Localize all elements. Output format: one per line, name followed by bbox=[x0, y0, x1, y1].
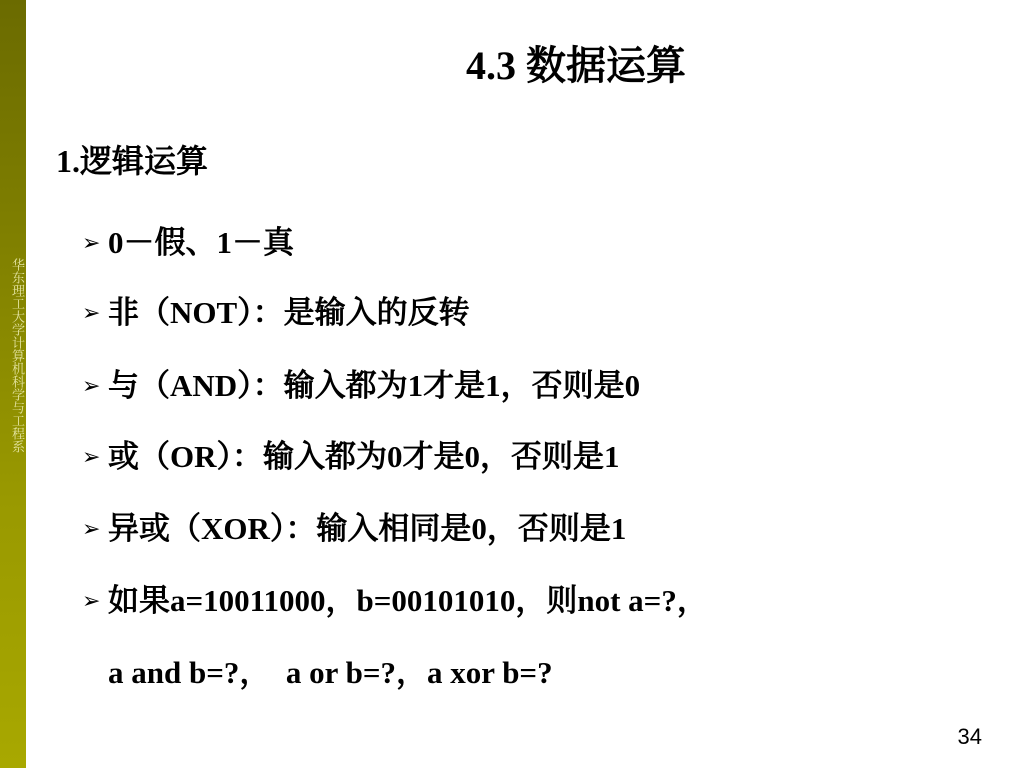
bullet-text: 0－假、1－真 bbox=[108, 225, 294, 260]
sidebar-department-label: 华东理工大学计算机科学与工程系 bbox=[9, 258, 24, 453]
bullet-arrow-icon: ➢ bbox=[82, 374, 101, 399]
section-heading: 1.逻辑运算 bbox=[56, 143, 209, 179]
bullet-text: 如果a=10011000，b=00101010，则not a=?， bbox=[108, 583, 708, 618]
bullet-item bbox=[82, 287, 470, 332]
bullet-text: 异或（XOR）：输入相同是0，否则是1 bbox=[108, 511, 627, 546]
bullet-item bbox=[82, 360, 640, 405]
bullet-item bbox=[82, 217, 294, 262]
bullet-arrow-icon: ➢ bbox=[82, 301, 101, 326]
bullet-item bbox=[82, 431, 620, 476]
bullet-arrow-icon: ➢ bbox=[82, 445, 101, 470]
bullet-text: 与（AND）：输入都为1才是1，否则是0 bbox=[108, 368, 641, 403]
bullet-text: 或（OR）：输入都为0才是0，否则是1 bbox=[108, 439, 620, 474]
bullet-text: 非（NOT）：是输入的反转 bbox=[108, 295, 470, 330]
bullet-arrow-icon: ➢ bbox=[82, 231, 101, 256]
page-number: 34 bbox=[957, 724, 982, 749]
bullet-item bbox=[82, 503, 626, 548]
bullet-arrow-icon: ➢ bbox=[82, 589, 101, 614]
bullet-item bbox=[82, 575, 708, 620]
bullet-continuation: a and b=?， a or b=?，a xor b=? bbox=[108, 655, 553, 690]
slide-title: 4.3 数据运算 bbox=[466, 43, 686, 88]
bullet-arrow-icon: ➢ bbox=[82, 517, 101, 542]
sidebar-band bbox=[0, 0, 26, 768]
